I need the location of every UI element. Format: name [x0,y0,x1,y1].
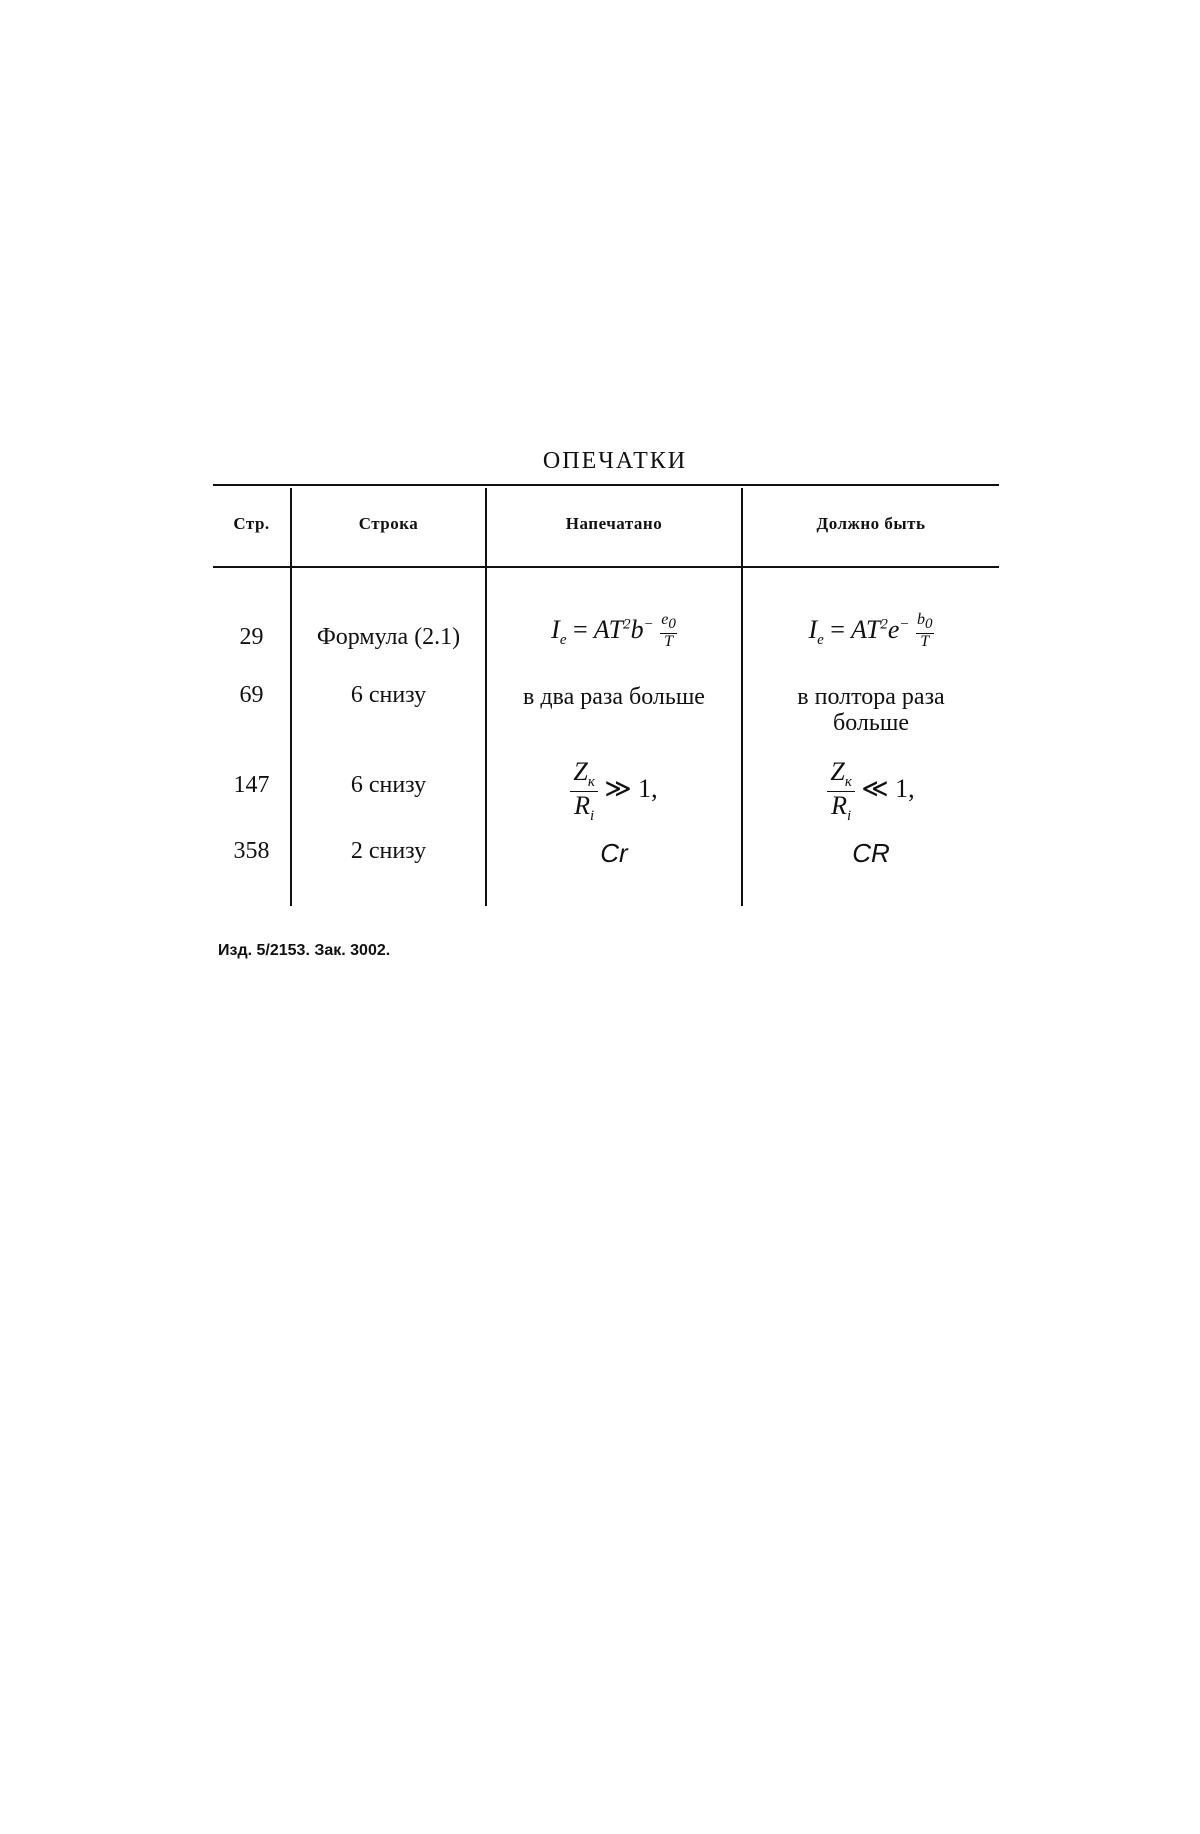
row2-line: 6 снизу [350,682,427,708]
row2-page: 69 [239,682,264,708]
row3-printed-formula: $\frac{Z_к}{R_i}$ ≫ 1, [487,758,741,824]
row1-line: Формула (2.1) [316,624,461,650]
row3-correct-formula: $\frac{Z_к}{R_i}$ ≪ 1, [743,758,999,824]
row1-printed-formula: $I_e = AT^2b^-$ $\frac{e_0}{T}$ [551,611,676,650]
header-line: Строка [358,514,419,533]
row4-correct-text: CR [852,838,890,868]
header-printed: Напечатано [565,514,663,533]
header-page: Стр. [233,514,270,533]
page-title: ОПЕЧАТКИ [542,448,688,474]
row4-line: 2 снизу [350,838,427,864]
table-top-rule [213,484,999,486]
row3-line: 6 снизу [350,772,427,798]
imprint-footer: Изд. 5/2153. Зак. 3002. [218,942,391,959]
row1-correct-formula: $I_e = AT^2e^-$ $\frac{b_0}{T}$ [808,611,933,650]
table-header-rule [213,566,999,568]
row4-page: 358 [233,838,270,864]
row1-page: 29 [239,624,264,650]
row4-printed-text: Cr [600,838,628,868]
row2-correct-text-1: в полтора раза [797,684,945,710]
row3-page: 147 [233,772,270,798]
row2-correct-text-2: больше [833,710,909,736]
header-correct: Должно быть [816,514,926,533]
row2-printed-text: в два раза больше [523,684,705,710]
